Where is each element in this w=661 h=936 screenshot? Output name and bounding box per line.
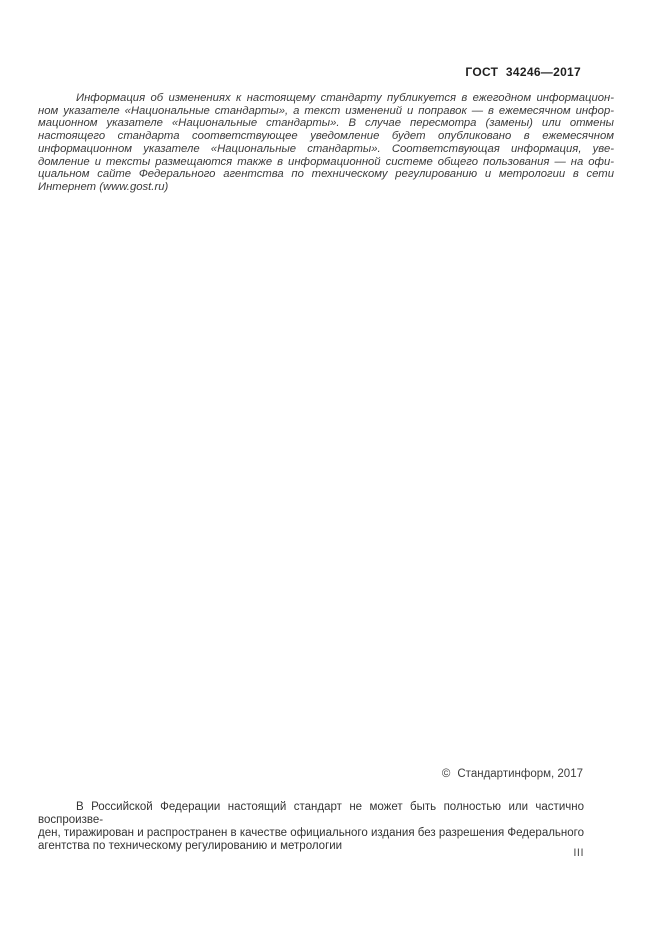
restriction-line: ден, тиражирован и распространен в качестве официального издания без разрешения Федерального (38, 827, 584, 839)
copyright-icon: © (441, 768, 451, 780)
notice-line: настоящего стандарта соответствующее уведомление будет опубликовано в ежемесячном (38, 130, 614, 143)
notice-line: домление и тексты размещаются также в информационной системе общего пользования — на офи- (38, 155, 614, 168)
page-number: III (573, 847, 584, 859)
document-number: ГОСТ 34246—2017 (465, 65, 581, 79)
notice-line: Интернет (www.gost.ru) (38, 180, 169, 193)
copyright-line (442, 768, 583, 780)
change-notice-paragraph (38, 92, 614, 194)
copyright-text: Стандартинформ, 2017 (457, 768, 583, 780)
notice-line: ном указателе «Национальные стандарты», а текст изменений и поправок — в ежемесячном инфор- (38, 104, 614, 117)
restriction-line: агентства по техническому регулированию и метрологии (38, 840, 343, 852)
notice-line: Информация об изменениях к настоящему стандарту публикуется в ежегодном информацион- (76, 92, 614, 104)
restriction-line: В Российской Федерации настоящий стандарт не может быть полностью или частично воспроизве- (38, 801, 584, 826)
notice-line: информационном указателе «Национальные стандарты». Соответствующая информация, уве- (38, 142, 614, 155)
notice-line: мационном указателе «Национальные стандарты». В случае пересмотра (замены) или отмены (38, 117, 614, 130)
notice-line: циальном сайте Федерального агентства по техническому регулированию и метрологии в сети (38, 168, 614, 181)
reproduction-restriction-paragraph (38, 801, 584, 853)
